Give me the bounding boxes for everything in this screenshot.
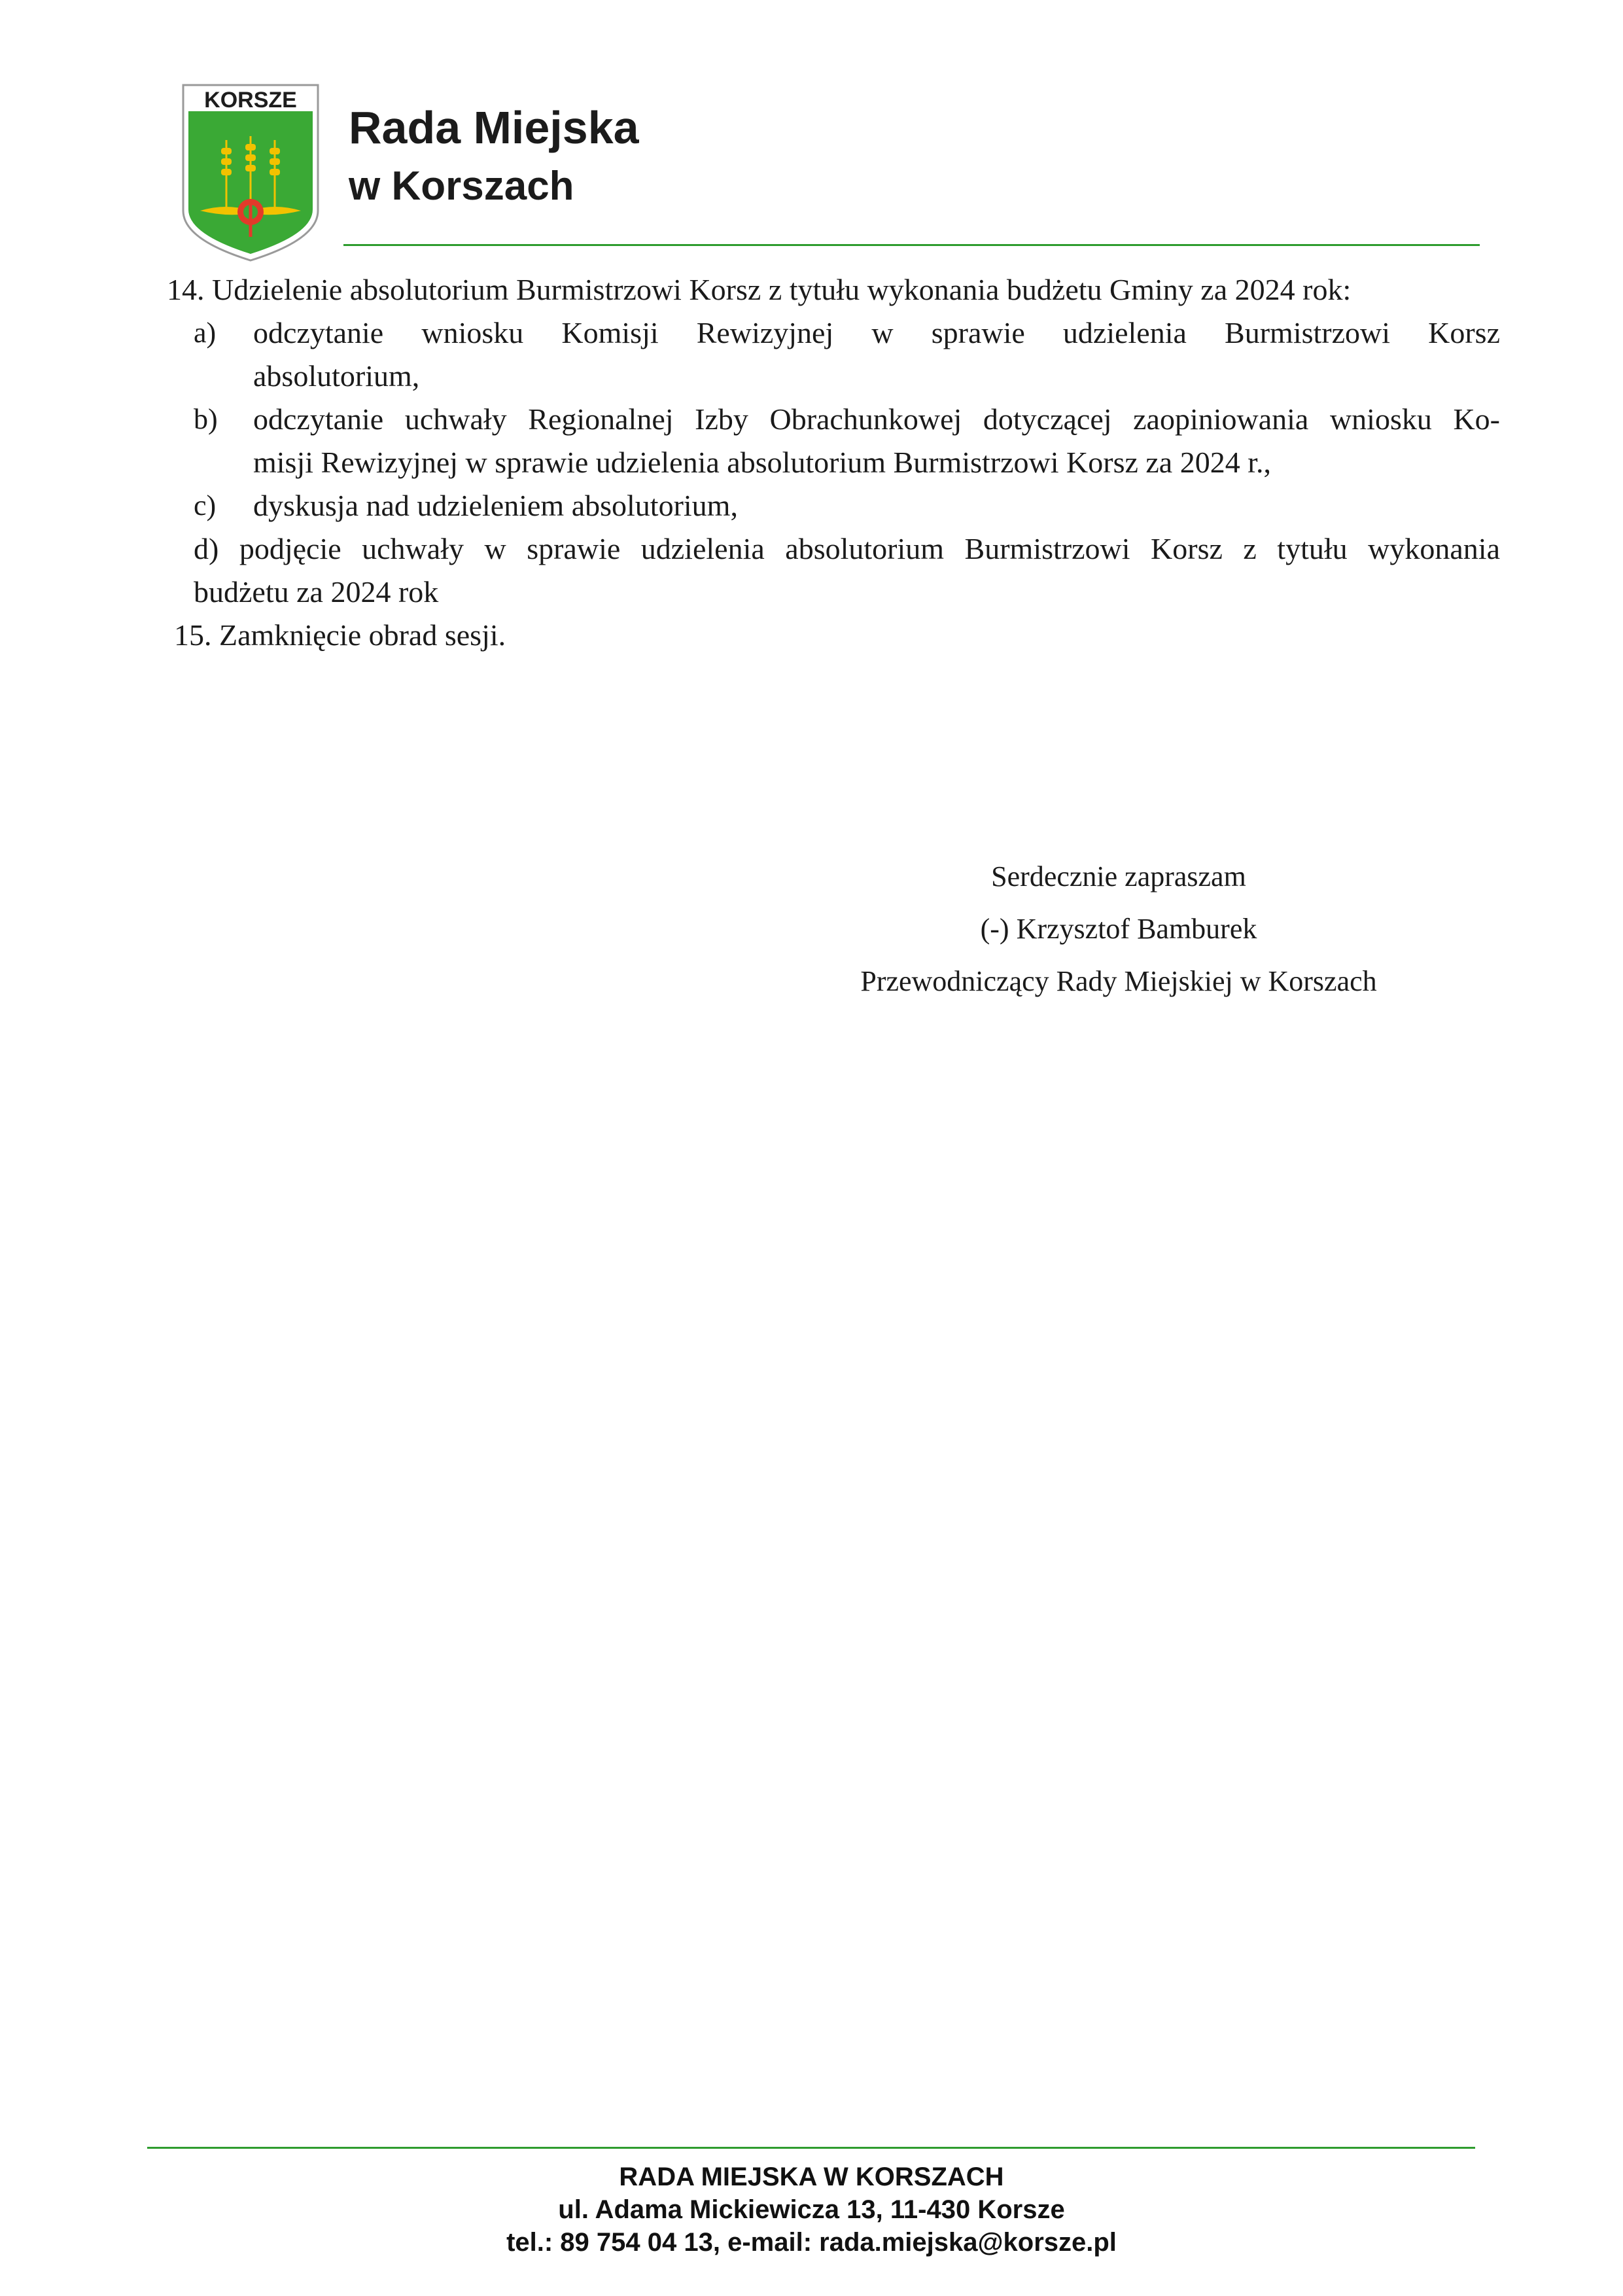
agenda-item-14c-marker: c) <box>194 489 217 521</box>
agenda-item-14b-line1: odczytanie uchwały Regionalnej Izby Obrachunkowej dotyczącej zaopiniowania wniosku Ko- <box>253 402 1500 436</box>
footer-contact: tel.: 89 754 04 13, e-mail: rada.miejska@korsze.pl <box>506 2228 1117 2257</box>
svg-text:KORSZE: KORSZE <box>204 88 297 113</box>
header-divider <box>343 244 1480 246</box>
agenda-item-14: 14. Udzielenie absolutorium Burmistrzowi Korsz z tytułu wykonania budżetu Gminy za 2024 rok: <box>167 273 1352 306</box>
agenda-item-14b-marker: b) <box>194 403 218 435</box>
agenda-item-14b-line2: misji Rewizyjnej w sprawie udzielenia absolutorium Burmistrzowi Korsz za 2024 r., <box>253 446 1272 479</box>
agenda-item-14a-marker: a) <box>194 317 217 349</box>
agenda-item-15: 15. Zamknięcie obrad sesji. <box>174 618 506 652</box>
signature-greeting: Serdecznie zapraszam <box>991 860 1246 892</box>
footer-org: RADA MIEJSKA W KORSZACH <box>619 2163 1004 2191</box>
agenda-item-14d-line1: d) podjęcie uchwały w sprawie udzielenia absolutorium Burmistrzowi Korsz z tytułu wykonania <box>194 532 1500 565</box>
agenda-item-14d-line2: budżetu za 2024 rok <box>194 575 439 609</box>
footer <box>0 2161 1623 2259</box>
coat-of-arms-korsze <box>181 82 321 263</box>
header-title-line2: w Korszach <box>349 164 574 209</box>
signature-name: (-) Krzysztof Bamburek <box>980 913 1257 945</box>
agenda-item-14a-line1: odczytanie wniosku Komisji Rewizyjnej w sprawie udzielenia Burmistrzowi Korsz <box>253 316 1500 349</box>
signature-role: Przewodniczący Rady Miejskiej w Korszach <box>860 965 1377 997</box>
agenda-item-14a-line2: absolutorium, <box>253 359 420 393</box>
agenda-item-14c-line1: dyskusja nad udzieleniem absolutorium, <box>253 489 738 522</box>
footer-address: ul. Adama Mickiewicza 13, 11-430 Korsze <box>558 2195 1065 2224</box>
header-title-line1: Rada Miejska <box>349 102 639 153</box>
header-title <box>349 98 639 216</box>
footer-divider <box>147 2147 1475 2149</box>
